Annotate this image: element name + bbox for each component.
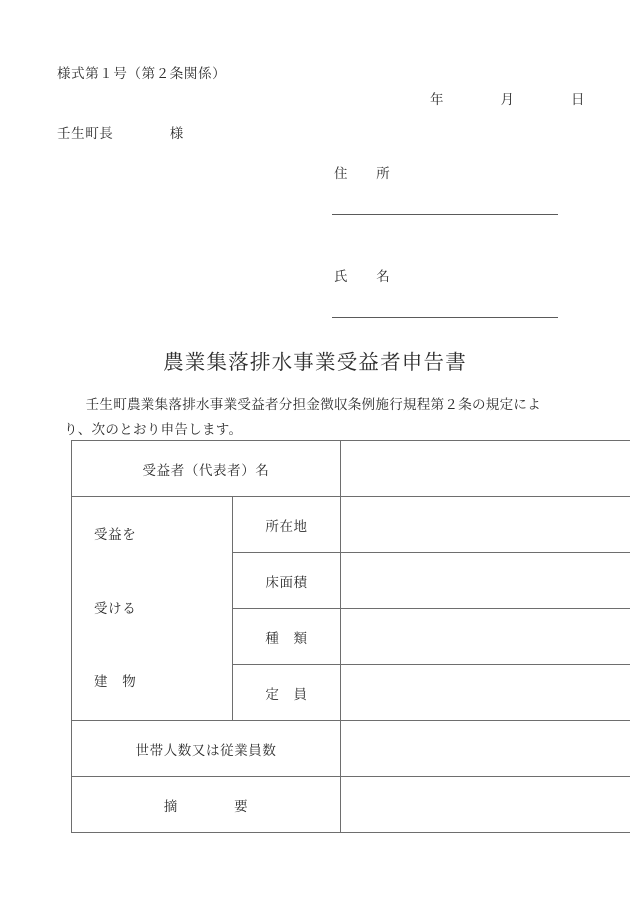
body-paragraph: 壬生町農業集落排水事業受益者分担金徴収条例施行規程第２条の規定により、次のとおり申告します。 [64, 397, 541, 437]
table-row [72, 721, 630, 777]
applicant-block [332, 162, 558, 318]
benefited-building-line-3: 建 物 [94, 674, 137, 690]
row-value-capacity[interactable] [341, 665, 630, 721]
row-value-beneficiary-name[interactable] [341, 441, 630, 497]
row-value-building-type[interactable] [341, 609, 630, 665]
table-row [72, 497, 630, 553]
page-title: 農業集落排水事業受益者申告書 [163, 352, 467, 374]
row-value-household-count[interactable] [341, 721, 630, 777]
address-spacer [332, 182, 558, 214]
row-value-location[interactable] [341, 497, 630, 553]
date-line: 年 月 日 [430, 92, 586, 107]
row-label-building-type: 種 類 [233, 609, 341, 665]
row-label-remarks: 摘 要 [72, 777, 341, 833]
name-field [332, 265, 558, 318]
address-label: 住 所 [334, 166, 391, 181]
address-writing-rule[interactable] [332, 214, 558, 215]
row-label-floor-area: 床面積 [233, 553, 341, 609]
row-label-household-count: 世帯人数又は従業員数 [72, 721, 341, 777]
row-label-capacity: 定 員 [233, 665, 341, 721]
table-row [72, 777, 630, 833]
declaration-table [71, 440, 630, 833]
name-writing-rule[interactable] [332, 317, 558, 318]
form-number: 様式第１号（第２条関係） [57, 66, 227, 81]
row-label-location: 所在地 [233, 497, 341, 553]
address-field [332, 162, 558, 215]
addressee-line: 壬生町長 様 [57, 126, 184, 141]
benefited-building-line-1: 受益を [94, 527, 137, 543]
name-label: 氏 名 [334, 269, 391, 284]
applicant-block-spacer [332, 215, 558, 265]
name-spacer [332, 285, 558, 317]
row-value-remarks[interactable] [341, 777, 630, 833]
row-label-benefited-building [72, 497, 233, 721]
row-value-floor-area[interactable] [341, 553, 630, 609]
table-row [72, 441, 630, 497]
row-label-beneficiary-name: 受益者（代表者）名 [72, 441, 341, 497]
benefited-building-line-2: 受ける [94, 600, 137, 616]
